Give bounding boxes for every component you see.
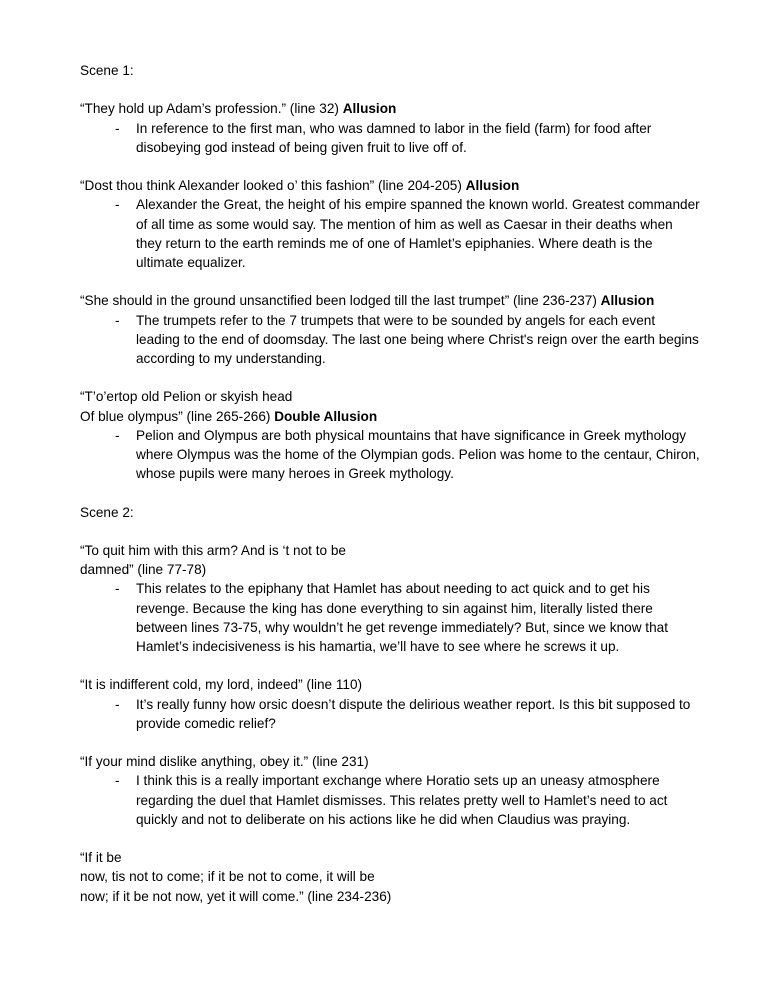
quote: “If your mind dislike anything, obey it.” (line 231) (80, 754, 369, 770)
device-label: Allusion (465, 178, 520, 194)
bullet-dash: - (115, 197, 120, 213)
device-label: Allusion (342, 101, 397, 117)
note-item: - This relates to the epiphany that Hamlet has about needing to act quick and to get his revenge. Because the king has done everything to sin against him, literally listed there between lines 73-75, why wouldn’t he get revenge immediately? But, since we know that Hamlet’s indecisiveness is his hamartia, we’ll have to see where he screws it up. (115, 581, 668, 654)
bullet-dash: - (115, 696, 120, 712)
bullet-dash: - (115, 427, 120, 443)
note-item: - It’s really funny how orsic doesn’t dispute the delirious weather report. Is this bit supposed to provide comedic relief? (115, 696, 691, 731)
quote: “T’o’ertop old Pelion or skyish head Of blue olympus” (line 265-266) Double Allusion (80, 389, 378, 424)
note-item: - The trumpets refer to the 7 trumpets that were to be sounded by angels for each event leading to the end of doomsday. The last one being where Christ's reign over the earth begins according to my understanding. (115, 312, 699, 366)
quote: “If it be now, tis not to come; if it be not to come, it will be now; if it be not now, yet it will come.” (line 234-236) (80, 850, 392, 904)
note-item: - Pelion and Olympus are both physical mountains that have significance in Greek mythology where Olympus was the home of the Olympian gods. Pelion was home to the centaur, Chiron, whose pupils were many heroes in Greek mythology. (115, 427, 700, 482)
scene-2-heading: Scene 2: (80, 504, 134, 520)
quote: “Dost thou think Alexander looked o’ this fashion” (line 204-205) Allusion (80, 178, 520, 194)
document-page (80, 61, 705, 906)
bullet-dash: - (115, 581, 120, 597)
bullet-dash: - (115, 773, 120, 789)
bullet-dash: - (115, 120, 120, 136)
scene-1-heading: Scene 1: (80, 63, 134, 78)
note-item: - I think this is a really important exchange where Horatio sets up an uneasy atmosphere regarding the duel that Hamlet dismisses. This relates pretty well to Hamlet’s need to act quickly and not to deliberate on his actions like he did when Claudius was praying. (115, 773, 668, 827)
quote: “They hold up Adam’s profession.” (line 32) Allusion (80, 101, 397, 117)
quote: “She should in the ground unsanctified been lodged till the last trumpet” (line 236-237) Allusion (80, 293, 655, 309)
note-item: - In reference to the first man, who was damned to labor in the field (farm) for food after disobeying god instead of being given fruit to live off of. (115, 120, 652, 155)
quote: “It is indifferent cold, my lord, indeed” (line 110) (80, 677, 363, 693)
note-item: - Alexander the Great, the height of his empire spanned the known world. Greatest commander of all time as some would say. The mention of him as well as Caesar in their deaths when they return to the earth reminds me of one of Hamlet’s epiphanies. Where death is the ultimate equalizer. (115, 197, 700, 270)
device-label: Allusion (600, 293, 655, 309)
device-label: Double Allusion (274, 408, 378, 424)
bullet-dash: - (115, 312, 120, 328)
quote: “To quit him with this arm? And is ‘t not to be damned” (line 77-78) (80, 542, 346, 578)
